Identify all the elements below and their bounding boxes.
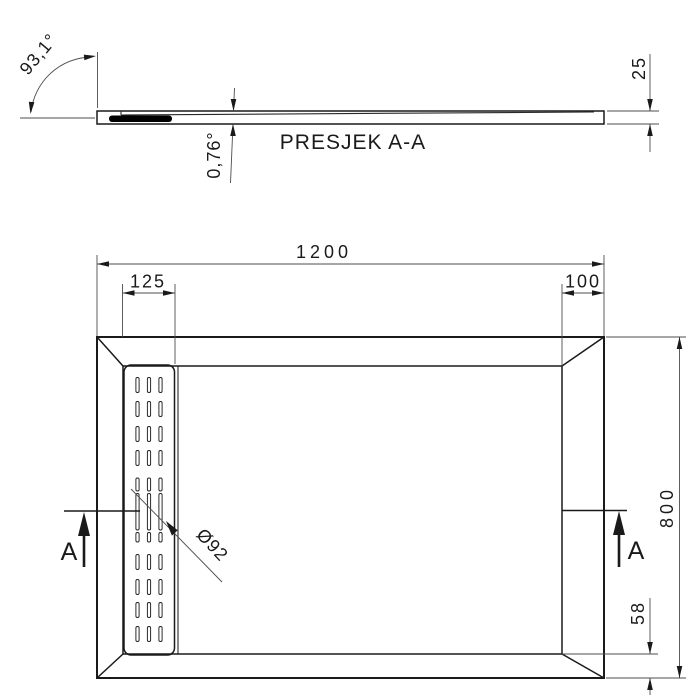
angle-arrow-top bbox=[84, 55, 96, 61]
drain-slot bbox=[159, 402, 162, 417]
drain-slot bbox=[147, 451, 150, 466]
dimension-drain-diameter bbox=[131, 489, 232, 582]
slope-arrow-up bbox=[230, 124, 236, 136]
rightoffset-value: 100 bbox=[564, 271, 602, 292]
dimension-corner-angle bbox=[16, 30, 98, 118]
drain-leader-arrow bbox=[166, 521, 178, 536]
slope-arrow-down bbox=[231, 99, 237, 111]
drain-slot bbox=[159, 451, 162, 466]
plan-view bbox=[61, 242, 686, 695]
drain-slot bbox=[147, 378, 150, 393]
width-arrow-left bbox=[97, 261, 109, 267]
corner-angle-value: 93,1° bbox=[15, 29, 62, 79]
bottomoffset-arrow-down bbox=[647, 642, 653, 654]
drain-slot bbox=[136, 402, 139, 417]
bevel-bottom-left bbox=[97, 654, 123, 678]
drain-slot bbox=[147, 603, 150, 618]
drain-slot bbox=[136, 478, 139, 491]
slope-angle-value: 0,76° bbox=[204, 131, 224, 179]
drain-slot bbox=[136, 427, 139, 442]
section-arrow-left bbox=[78, 512, 90, 536]
drain-slot bbox=[159, 494, 162, 531]
drain-slots bbox=[136, 378, 162, 642]
drain-slot bbox=[159, 555, 162, 570]
section-view bbox=[16, 30, 659, 183]
tray-outline bbox=[97, 337, 604, 678]
drain-slot bbox=[147, 478, 150, 491]
drain-slot bbox=[136, 451, 139, 466]
drain-slot bbox=[147, 627, 150, 642]
section-letter-right: A bbox=[627, 537, 645, 565]
bottomoffset-arrow-up bbox=[647, 678, 653, 690]
bevel-top-left bbox=[97, 337, 123, 366]
drain-slot bbox=[159, 427, 162, 442]
depth-arrow-bottom bbox=[677, 666, 683, 678]
depth-value: 800 bbox=[657, 485, 677, 529]
drain-slot bbox=[159, 533, 162, 543]
drainzone-value: 125 bbox=[129, 271, 167, 292]
section-marker-left bbox=[61, 511, 140, 567]
drain-slot bbox=[136, 494, 139, 531]
dimension-thickness-25 bbox=[607, 54, 659, 152]
dimension-slope-angle bbox=[204, 88, 236, 183]
section-arrow-right bbox=[613, 511, 625, 535]
tray-inner-rect bbox=[123, 366, 562, 654]
dimension-depth-800 bbox=[606, 337, 686, 678]
depth-arrow-top bbox=[677, 337, 683, 349]
slab-floor-line bbox=[121, 112, 594, 115]
drain-slot bbox=[136, 533, 139, 543]
drain-slot bbox=[147, 402, 150, 417]
width-arrow-right bbox=[592, 261, 604, 267]
drain-slot bbox=[136, 580, 139, 595]
tray-outer-rect bbox=[97, 337, 604, 678]
drain-slot bbox=[159, 378, 162, 393]
drain-slot bbox=[147, 580, 150, 595]
dimension-width-1200 bbox=[97, 242, 604, 336]
drain-slot bbox=[136, 378, 139, 393]
drain-slot bbox=[147, 427, 150, 442]
thickness-arrow-up bbox=[647, 124, 653, 136]
angle-arrow-bottom bbox=[29, 102, 35, 114]
drain-slot bbox=[159, 580, 162, 595]
drain-slot bbox=[147, 533, 150, 543]
bevel-bottom-right bbox=[562, 654, 604, 678]
thickness-value: 25 bbox=[629, 55, 649, 81]
section-letter-left: A bbox=[60, 538, 78, 566]
bottomoffset-value: 58 bbox=[628, 600, 648, 626]
width-value: 1200 bbox=[295, 242, 353, 262]
dimension-bottom-offset-58 bbox=[562, 598, 658, 695]
drain-slot bbox=[147, 494, 150, 531]
drain-slot bbox=[136, 555, 139, 570]
drain-cover bbox=[124, 365, 175, 655]
bevel-top-right bbox=[562, 337, 604, 366]
drain-slot bbox=[136, 603, 139, 618]
thickness-arrow-down bbox=[647, 99, 653, 111]
drain-slot bbox=[147, 555, 150, 570]
drain-slot bbox=[159, 478, 162, 491]
tray-cross-section bbox=[97, 111, 604, 124]
drain-slot bbox=[159, 603, 162, 618]
drain-slot bbox=[159, 627, 162, 642]
drain-section-profile bbox=[109, 116, 172, 123]
dimension-drain-zone-125 bbox=[123, 272, 176, 365]
drain-diameter-value: Ø92 bbox=[192, 524, 233, 566]
drain-slot bbox=[136, 627, 139, 642]
section-title: PRESJEK A-A bbox=[279, 131, 427, 154]
